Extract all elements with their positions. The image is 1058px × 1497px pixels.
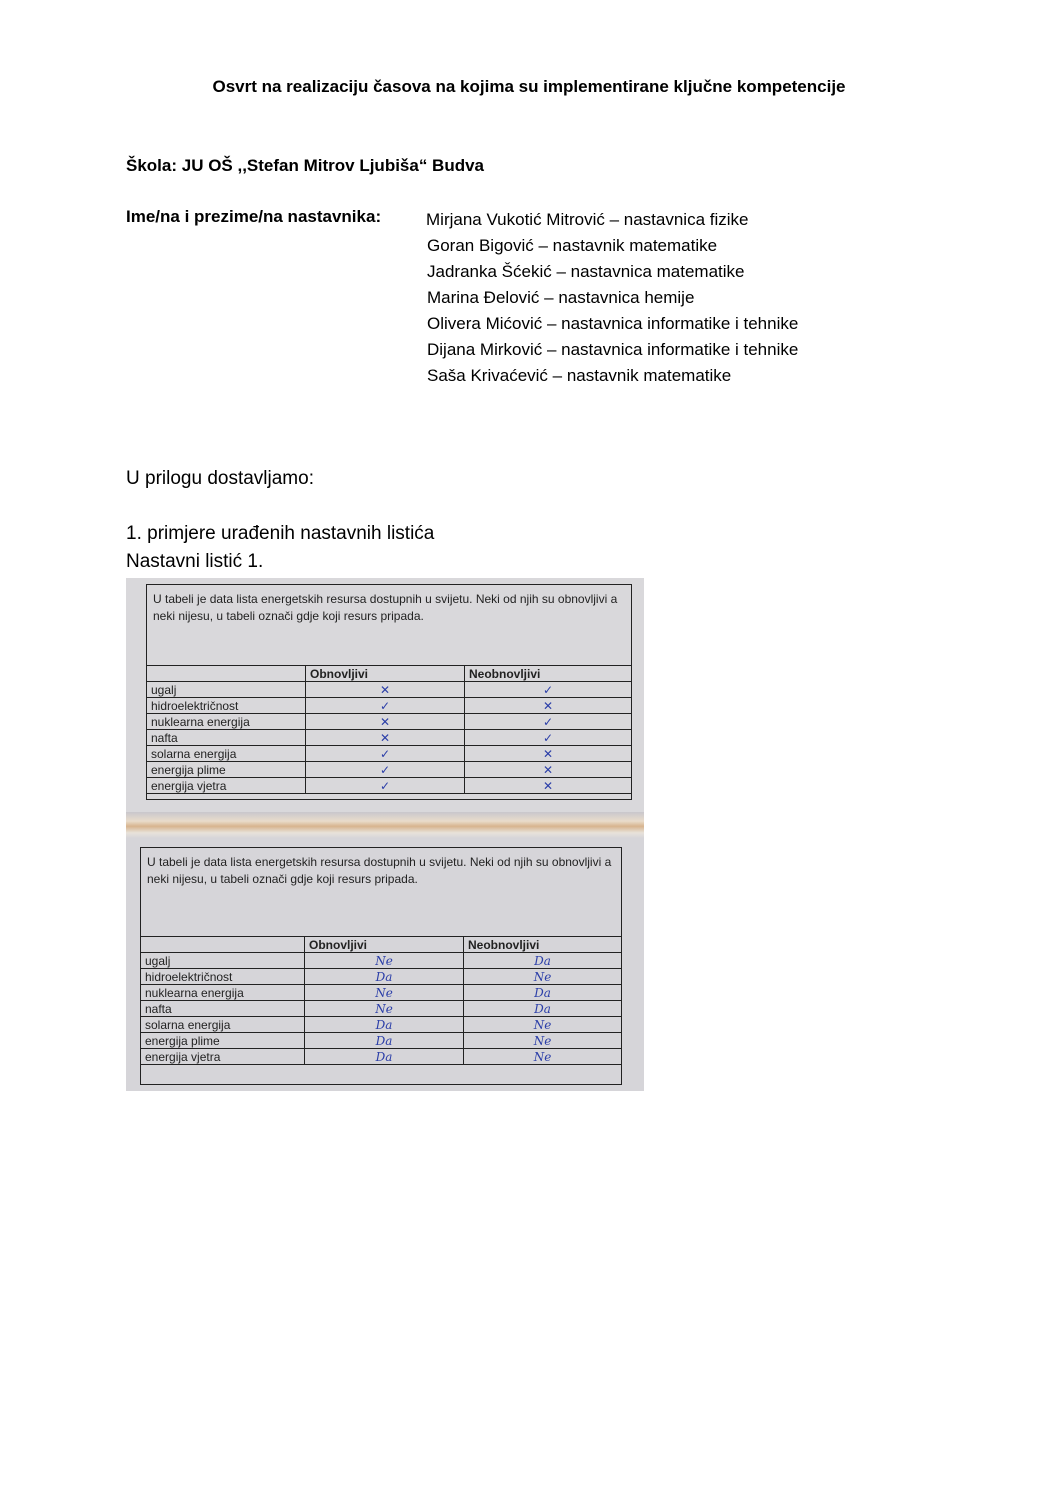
renewable-answer: Da	[305, 1017, 464, 1033]
table-row	[141, 969, 622, 985]
worksheet-prompt: U tabeli je data lista energetskih resursa dostupnih u svijetu. Neki od njih su obnovljivi a neki nijesu, u tabeli označi gdje koji resurs pripada.	[153, 592, 618, 623]
resource-name: nuklearna energija	[147, 714, 306, 730]
attachment-item: 1. primjere urađenih nastavnih listića	[126, 523, 435, 544]
teacher-item: Goran Bigović – nastavnik matematike	[427, 236, 718, 255]
renewable-mark: ✕	[306, 682, 465, 698]
resource-name: solarna energija	[141, 1017, 305, 1033]
resource-name: ugalj	[141, 953, 305, 969]
worksheet-sheet-1	[146, 584, 632, 800]
table-row	[141, 953, 622, 969]
resource-name: energija vjetra	[141, 1049, 305, 1065]
resource-name: solarna energija	[147, 746, 306, 762]
nonrenewable-mark: ✓	[465, 714, 632, 730]
renewable-mark: ✕	[306, 730, 465, 746]
renewable-mark: ✓	[306, 746, 465, 762]
resource-name: nafta	[147, 730, 306, 746]
resource-name: energija vjetra	[147, 778, 306, 794]
nonrenewable-answer: Ne	[464, 1033, 622, 1049]
table-row	[141, 1033, 622, 1049]
col-renewable: Obnovljivi	[305, 937, 464, 953]
renewable-answer: Da	[305, 1049, 464, 1065]
table-row	[141, 1049, 622, 1065]
teacher-item: Jadranka Šćekić – nastavnica matematike	[427, 262, 745, 281]
document-title: Osvrt na realizaciju časova na kojima su implementirane ključne kompetencije	[212, 77, 846, 96]
worksheet-photo-1	[126, 578, 644, 825]
nonrenewable-mark: ✓	[465, 682, 632, 698]
nonrenewable-mark: ✕	[465, 698, 632, 714]
teacher-item: Marina Đelović – nastavnica hemije	[427, 288, 695, 307]
nonrenewable-answer: Ne	[464, 969, 622, 985]
col-nonrenewable: Neobnovljivi	[464, 937, 622, 953]
table-row	[147, 746, 632, 762]
school-line: Škola: JU OŠ ,,Stefan Mitrov Ljubiša“ Budva	[126, 156, 485, 175]
renewable-answer: Ne	[305, 1001, 464, 1017]
attachment-intro: U prilogu dostavljamo:	[126, 468, 314, 489]
nonrenewable-mark: ✕	[465, 762, 632, 778]
worksheet-label: Nastavni listić 1.	[126, 551, 264, 572]
col-nonrenewable: Neobnovljivi	[465, 666, 632, 682]
torn-paper-edge	[126, 812, 644, 838]
teacher-item: Olivera Mićović – nastavnica informatike i tehnike	[427, 314, 799, 333]
renewable-answer: Da	[305, 969, 464, 985]
renewable-answer: Ne	[305, 953, 464, 969]
table-row	[141, 1017, 622, 1033]
renewable-mark: ✓	[306, 762, 465, 778]
worksheet-table-2	[140, 936, 622, 1065]
table-row	[147, 682, 632, 698]
resource-name: nafta	[141, 1001, 305, 1017]
renewable-answer: Ne	[305, 985, 464, 1001]
nonrenewable-answer: Da	[464, 985, 622, 1001]
worksheet-photo-2	[126, 825, 644, 1091]
nonrenewable-answer: Ne	[464, 1017, 622, 1033]
teacher-list	[426, 207, 798, 389]
table-row	[147, 698, 632, 714]
renewable-answer: Da	[305, 1033, 464, 1049]
renewable-mark: ✓	[306, 698, 465, 714]
renewable-mark: ✓	[306, 778, 465, 794]
table-row	[147, 730, 632, 746]
nonrenewable-answer: Da	[464, 953, 622, 969]
resource-name: energija plime	[141, 1033, 305, 1049]
nonrenewable-answer: Ne	[464, 1049, 622, 1065]
nonrenewable-answer: Da	[464, 1001, 622, 1017]
table-row	[147, 762, 632, 778]
worksheet-prompt: U tabeli je data lista energetskih resursa dostupnih u svijetu. Neki od njih su obnovljivi a neki nijesu, u tabeli označi gdje koji resurs pripada.	[147, 855, 612, 886]
resource-name: hidroelektričnost	[147, 698, 306, 714]
worksheet-table-1	[146, 665, 632, 794]
table-row	[147, 778, 632, 794]
renewable-mark: ✕	[306, 714, 465, 730]
worksheet-sheet-2	[140, 847, 622, 1085]
table-row	[147, 714, 632, 730]
teacher-item: Saša Krivaćević – nastavnik matematike	[427, 366, 732, 385]
table-row	[141, 1001, 622, 1017]
teachers-label: Ime/na i prezime/na nastavnika:	[126, 207, 382, 226]
nonrenewable-mark: ✕	[465, 746, 632, 762]
teacher-item: Mirjana Vukotić Mitrović – nastavnica fizike	[426, 210, 749, 229]
table-row	[141, 985, 622, 1001]
resource-name: hidroelektričnost	[141, 969, 305, 985]
resource-name: energija plime	[147, 762, 306, 778]
col-renewable: Obnovljivi	[306, 666, 465, 682]
resource-name: nuklearna energija	[141, 985, 305, 1001]
nonrenewable-mark: ✕	[465, 778, 632, 794]
nonrenewable-mark: ✓	[465, 730, 632, 746]
teacher-item: Dijana Mirković – nastavnica informatike i tehnike	[427, 340, 799, 359]
resource-name: ugalj	[147, 682, 306, 698]
